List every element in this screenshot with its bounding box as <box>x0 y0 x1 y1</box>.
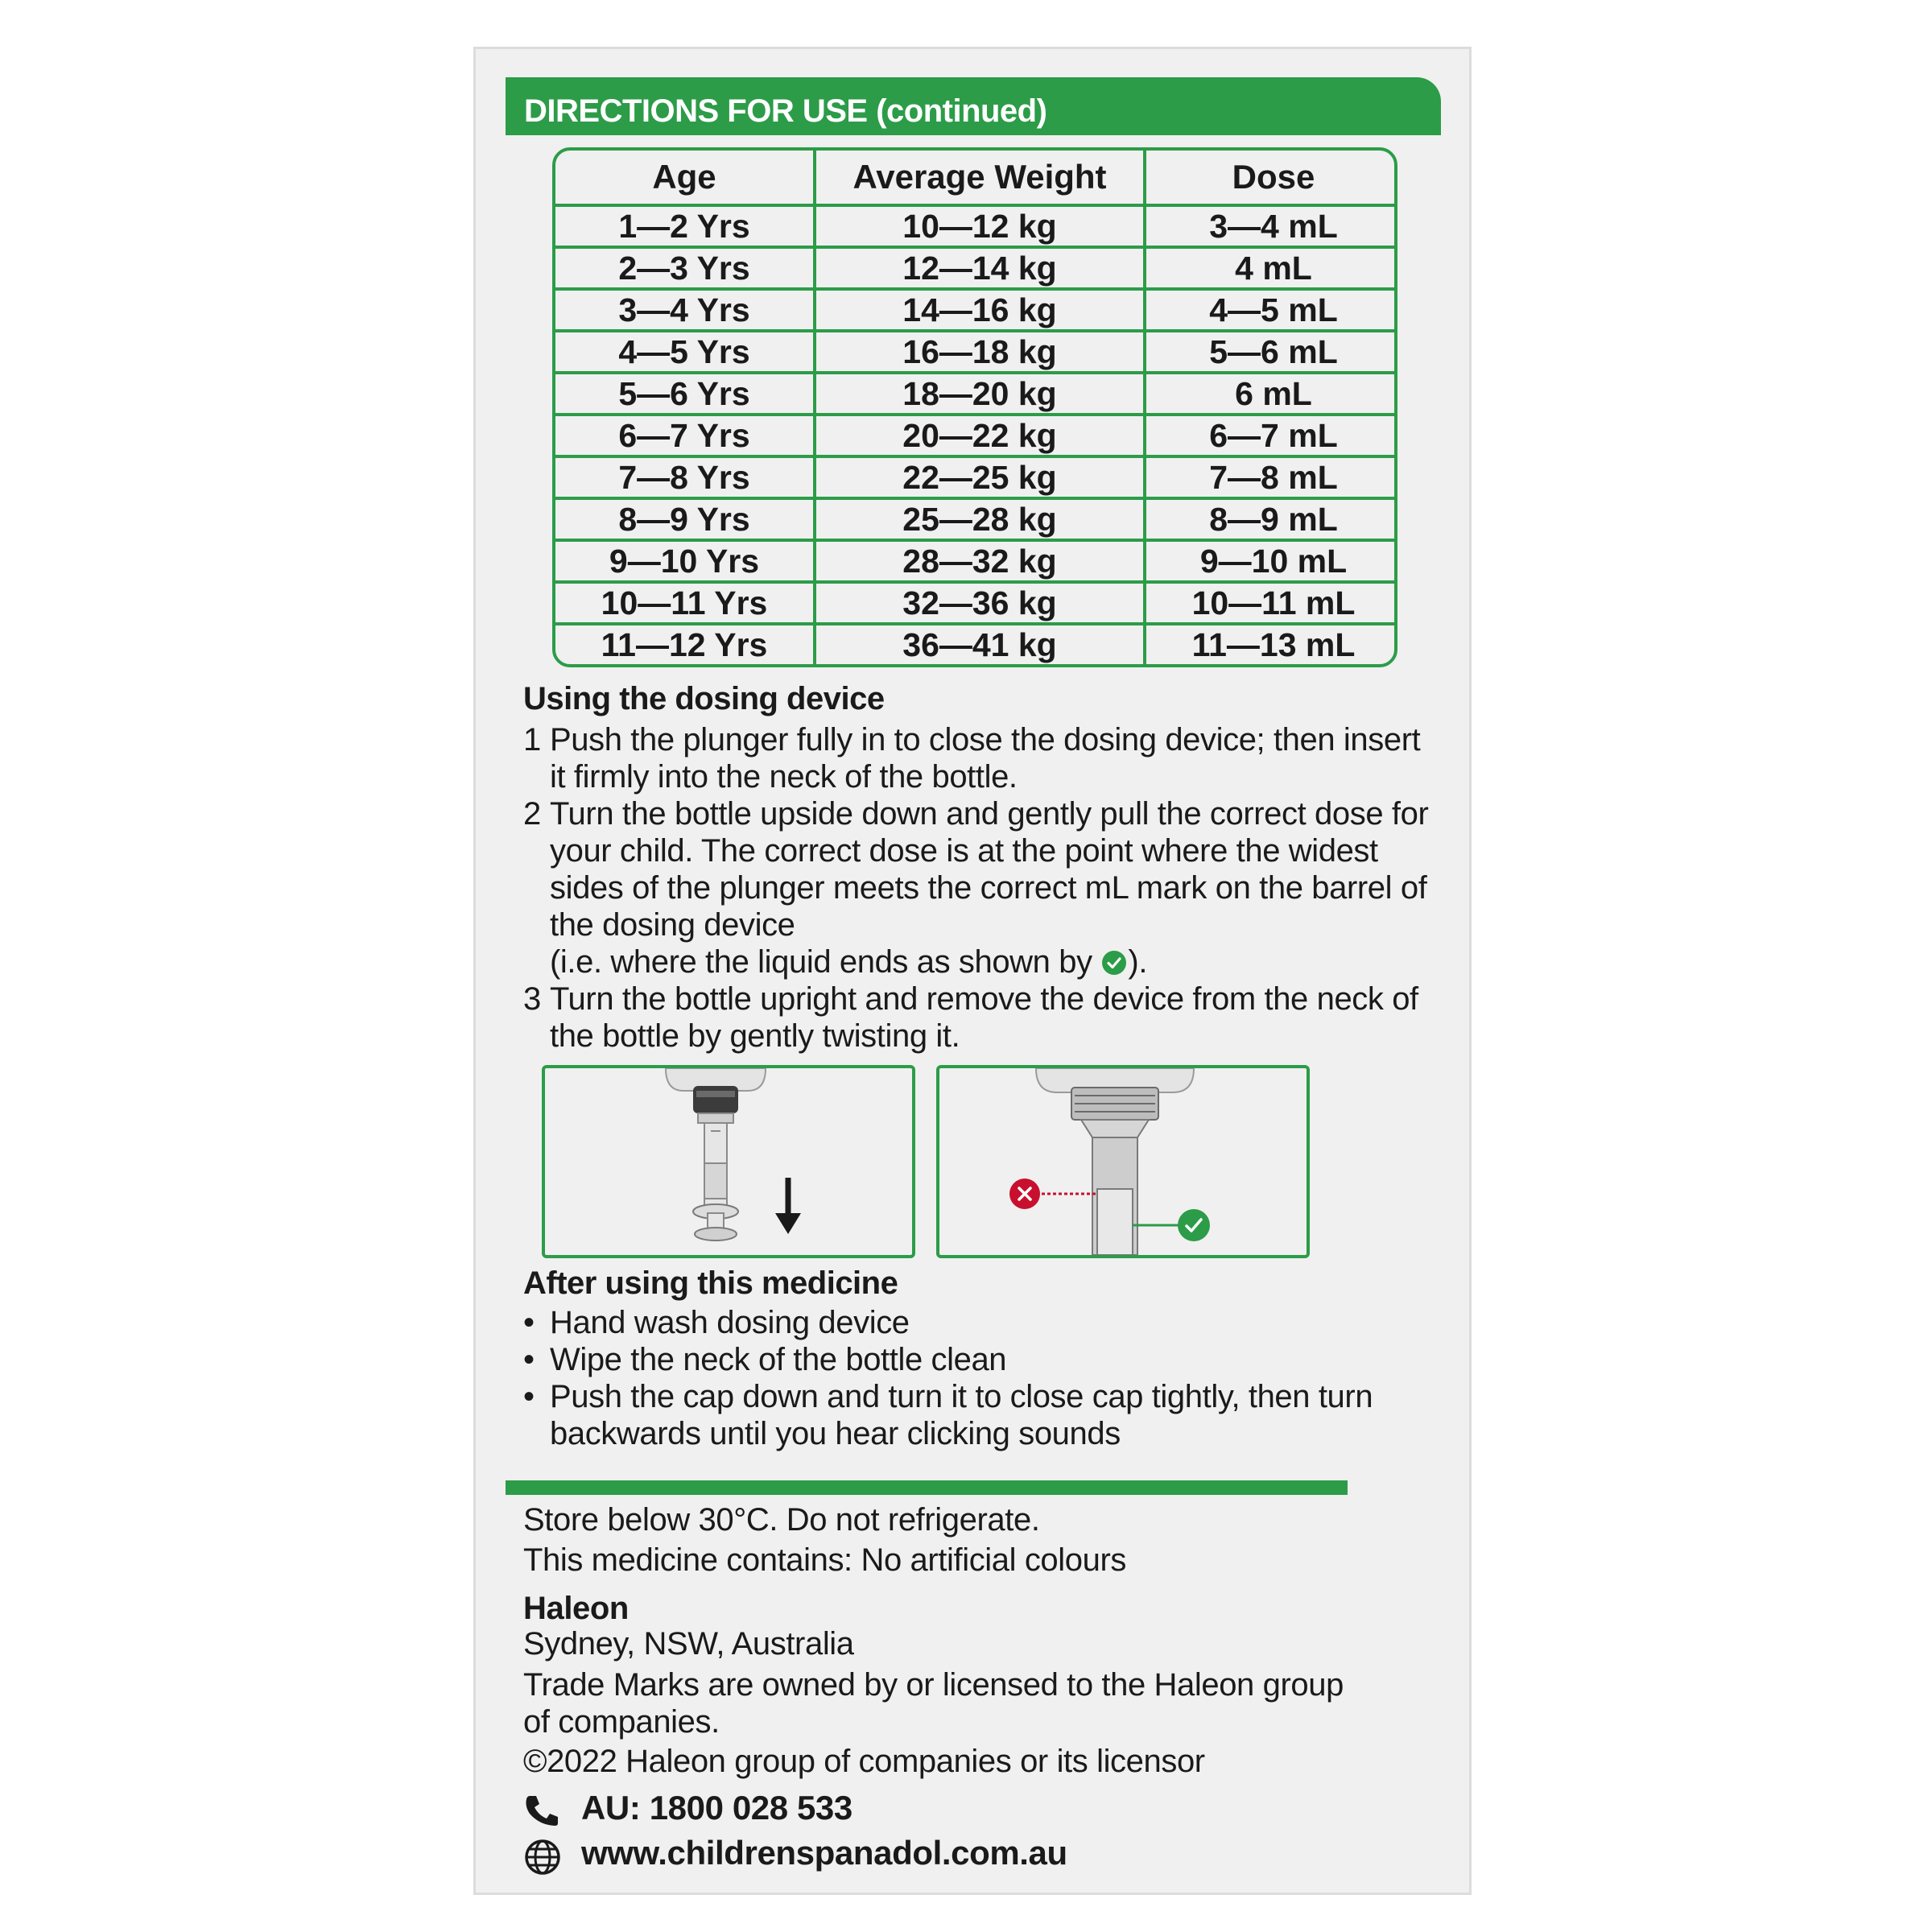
dose-cell: 6—7 mL <box>1145 415 1397 456</box>
weight-cell: 12—14 kg <box>815 247 1145 289</box>
weight-cell: 36—41 kg <box>815 624 1145 664</box>
globe-icon <box>523 1838 562 1880</box>
table-row <box>555 205 1397 247</box>
dose-cell: 6 mL <box>1145 373 1397 415</box>
column-header-dose: Dose <box>1145 151 1397 205</box>
dosing-device-measure-illustration <box>939 1068 1307 1255</box>
column-header-age: Age <box>555 151 815 205</box>
step-text: Turn the bottle upside down and gently pull the correct dose for your child. The correct dose is at the point where the widest sides of the plunger meets the correct mL mark on the barrel of the dosing device <box>550 796 1429 943</box>
step-text: Push the plunger fully in to close the dosing device; then insert it firmly into the neck of the bottle. <box>550 722 1421 795</box>
age-cell: 2—3 Yrs <box>555 247 815 289</box>
bullet: • <box>523 1305 535 1340</box>
trademark-notice: Trade Marks are owned by or licensed to the Haleon group of companies. <box>523 1667 1344 1740</box>
weight-cell: 10—12 kg <box>815 205 1145 247</box>
age-cell: 5—6 Yrs <box>555 373 815 415</box>
after-use-list <box>523 1304 1433 1452</box>
step-number: 2 <box>523 796 541 832</box>
dosing-step <box>523 721 1433 795</box>
weight-cell: 22—25 kg <box>815 456 1145 498</box>
dose-cell: 5—6 mL <box>1145 331 1397 373</box>
dose-cell: 4—5 mL <box>1145 289 1397 331</box>
storage-instruction: Store below 30°C. Do not refrigerate. <box>523 1502 1040 1538</box>
list-item-text: Push the cap down and turn it to close cap tightly, then turn backwards until you hear clicking sounds <box>550 1379 1373 1451</box>
table-row <box>555 624 1397 664</box>
weight-cell: 32—36 kg <box>815 582 1145 624</box>
ingredients-note: This medicine contains: No artificial colours <box>523 1542 1126 1578</box>
age-cell: 7—8 Yrs <box>555 456 815 498</box>
step-text: Turn the bottle upright and remove the device from the neck of the bottle by gently twisting it. <box>550 981 1418 1054</box>
table-row <box>555 247 1397 289</box>
dosing-device-insert-illustration <box>545 1068 912 1255</box>
phone-icon <box>523 1794 562 1831</box>
list-item-text: Hand wash dosing device <box>550 1305 910 1340</box>
weight-cell: 28—32 kg <box>815 540 1145 582</box>
dosing-device-title: Using the dosing device <box>523 681 885 716</box>
dosing-step <box>523 795 1433 980</box>
column-header-weight: Average Weight <box>815 151 1145 205</box>
step-text-example: (i.e. where the liquid ends as shown by <box>550 944 1092 980</box>
age-cell: 4—5 Yrs <box>555 331 815 373</box>
weight-cell: 16—18 kg <box>815 331 1145 373</box>
step-text-example-end: ). <box>1128 944 1148 980</box>
dose-cell: 8—9 mL <box>1145 498 1397 540</box>
list-item <box>523 1341 1433 1378</box>
weight-cell: 14—16 kg <box>815 289 1145 331</box>
table-row <box>555 373 1397 415</box>
copyright-notice: ©2022 Haleon group of companies or its licensor <box>523 1744 1205 1779</box>
weight-cell: 18—20 kg <box>815 373 1145 415</box>
list-item <box>523 1378 1433 1452</box>
age-cell: 11—12 Yrs <box>555 624 815 664</box>
website-link[interactable]: www.childrenspanadol.com.au <box>581 1834 1067 1872</box>
table-row <box>555 456 1397 498</box>
dose-cell: 10—11 mL <box>1145 582 1397 624</box>
dose-cell: 4 mL <box>1145 247 1397 289</box>
age-cell: 1—2 Yrs <box>555 205 815 247</box>
table-row <box>555 331 1397 373</box>
after-use-title: After using this medicine <box>523 1265 898 1301</box>
dosing-steps <box>523 721 1433 1055</box>
step-number: 1 <box>523 722 541 758</box>
check-icon <box>1102 951 1126 975</box>
age-cell: 10—11 Yrs <box>555 582 815 624</box>
illustration-correct-dose <box>936 1065 1310 1258</box>
section-divider <box>506 1480 1348 1495</box>
dosing-step <box>523 980 1433 1055</box>
age-cell: 8—9 Yrs <box>555 498 815 540</box>
table-row <box>555 582 1397 624</box>
phone-number[interactable]: AU: 1800 028 533 <box>581 1789 852 1827</box>
weight-cell: 25—28 kg <box>815 498 1145 540</box>
table-row <box>555 540 1397 582</box>
dose-cell: 9—10 mL <box>1145 540 1397 582</box>
age-cell: 9—10 Yrs <box>555 540 815 582</box>
dose-cell: 11—13 mL <box>1145 624 1397 664</box>
dose-table <box>552 147 1397 667</box>
weight-cell: 20—22 kg <box>815 415 1145 456</box>
table-row <box>555 498 1397 540</box>
list-item <box>523 1304 1433 1341</box>
company-location: Sydney, NSW, Australia <box>523 1626 854 1662</box>
directions-header: DIRECTIONS FOR USE (continued) <box>506 77 1441 135</box>
dose-cell: 7—8 mL <box>1145 456 1397 498</box>
age-cell: 6—7 Yrs <box>555 415 815 456</box>
bullet: • <box>523 1342 535 1377</box>
list-item-text: Wipe the neck of the bottle clean <box>550 1342 1007 1377</box>
illustration-insert-device <box>542 1065 915 1258</box>
age-cell: 3—4 Yrs <box>555 289 815 331</box>
dose-cell: 3—4 mL <box>1145 205 1397 247</box>
table-row <box>555 415 1397 456</box>
table-row <box>555 289 1397 331</box>
table-header-row <box>555 151 1397 205</box>
company-name: Haleon <box>523 1591 629 1626</box>
bullet: • <box>523 1379 535 1414</box>
step-number: 3 <box>523 981 541 1017</box>
